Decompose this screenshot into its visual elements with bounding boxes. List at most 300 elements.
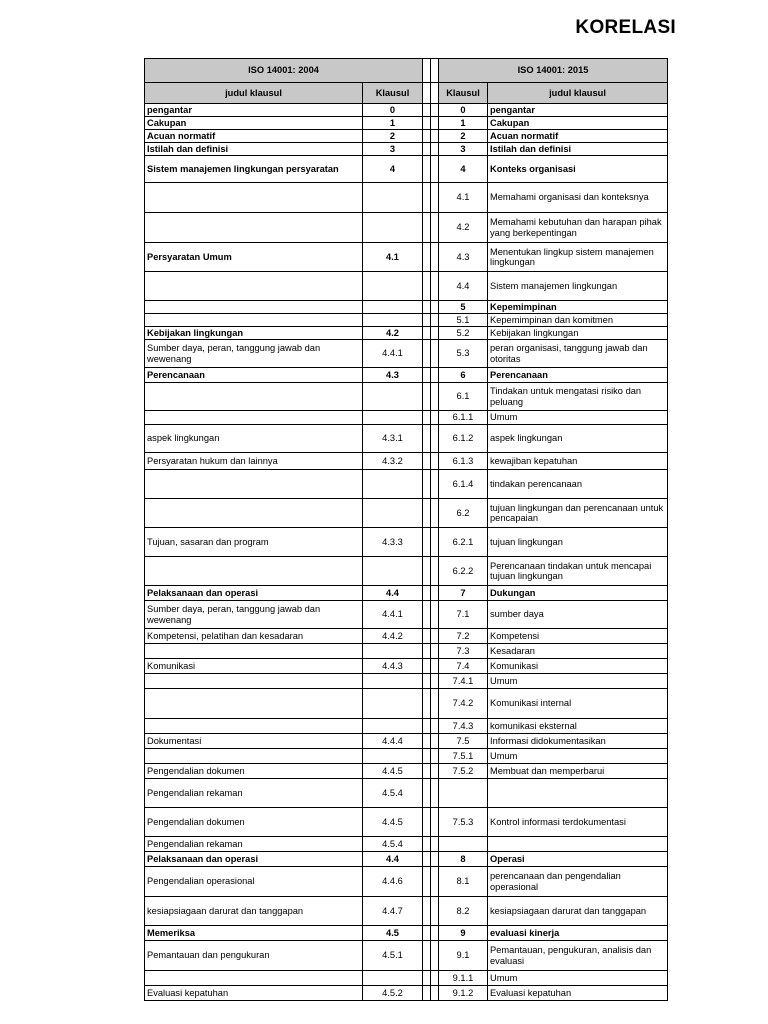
clause-2015-title: Kepemimpinan	[488, 301, 668, 314]
clause-2004-number: 4.5	[363, 926, 423, 941]
clause-2015-number: 5	[439, 301, 488, 314]
clause-2015-title: Memahami organisasi dan konteksnya	[488, 183, 668, 213]
clause-2015-number: 6.1.2	[439, 425, 488, 453]
clause-2004-title: Tujuan, sasaran dan program	[145, 528, 363, 557]
column-gap	[423, 528, 431, 557]
table-row	[145, 143, 668, 156]
clause-2004-number: 4.4	[363, 852, 423, 867]
clause-2015-title: Informasi didokumentasikan	[488, 734, 668, 749]
clause-2015-title: tujuan lingkungan dan perencanaan untuk pencapaian	[488, 499, 668, 528]
clause-2015-title: sumber daya	[488, 601, 668, 629]
column-gap	[423, 453, 431, 470]
clause-2004-title: Kebijakan lingkungan	[145, 327, 363, 340]
clause-2004-title	[145, 411, 363, 425]
clause-2015-title: perencanaan dan pengendalian operasional	[488, 867, 668, 897]
table-row	[145, 368, 668, 383]
column-gap	[423, 425, 431, 453]
clause-2004-number: 2	[363, 130, 423, 143]
column-gap	[423, 659, 431, 674]
clause-2004-number: 4.3	[363, 368, 423, 383]
clause-2015-title: Komunikasi	[488, 659, 668, 674]
clause-2004-number: 4.5.2	[363, 986, 423, 1001]
column-gap	[423, 764, 431, 779]
column-gap	[423, 383, 431, 411]
clause-2015-number: 6.1.1	[439, 411, 488, 425]
table-row	[145, 557, 668, 586]
table-row	[145, 897, 668, 926]
clause-2015-title: Evaluasi kepatuhan	[488, 986, 668, 1001]
column-gap	[423, 104, 431, 117]
clause-2004-number	[363, 314, 423, 327]
table-row	[145, 470, 668, 499]
clause-2015-number: 7.1	[439, 601, 488, 629]
table-row	[145, 340, 668, 368]
clause-2015-title: Umum	[488, 411, 668, 425]
clause-2004-number: 4.5.1	[363, 941, 423, 971]
column-gap	[431, 499, 439, 528]
column-gap	[431, 971, 439, 986]
column-gap	[423, 674, 431, 689]
column-gap	[431, 83, 439, 104]
column-gap	[423, 156, 431, 183]
clause-2004-title	[145, 674, 363, 689]
clause-2004-number	[363, 383, 423, 411]
table-row	[145, 867, 668, 897]
column-gap	[423, 314, 431, 327]
clause-2004-title	[145, 499, 363, 528]
clause-2015-title: Operasi	[488, 852, 668, 867]
table-row	[145, 117, 668, 130]
column-gap	[423, 213, 431, 243]
clause-2004-number	[363, 719, 423, 734]
table-row	[145, 499, 668, 528]
clause-2004-number: 4.3.1	[363, 425, 423, 453]
table-row	[145, 689, 668, 719]
column-gap	[431, 674, 439, 689]
clause-2015-title: Acuan normatif	[488, 130, 668, 143]
table-row	[145, 183, 668, 213]
column-gap	[423, 837, 431, 852]
clause-2015-number	[439, 837, 488, 852]
column-gap	[431, 156, 439, 183]
clause-2004-title: Acuan normatif	[145, 130, 363, 143]
page-title: KORELASI	[575, 17, 676, 38]
column-gap	[431, 941, 439, 971]
clause-2004-number	[363, 674, 423, 689]
column-gap	[431, 867, 439, 897]
clause-2015-title	[488, 779, 668, 808]
clause-2015-title: Tindakan untuk mengatasi risiko dan peluang	[488, 383, 668, 411]
column-gap	[423, 143, 431, 156]
clause-2004-title: kesiapsiagaan darurat dan tanggapan	[145, 897, 363, 926]
column-gap	[423, 301, 431, 314]
clause-2004-title	[145, 301, 363, 314]
clause-2004-number: 4.3.2	[363, 453, 423, 470]
clause-2004-number	[363, 183, 423, 213]
clause-2015-number: 2	[439, 130, 488, 143]
column-gap	[431, 586, 439, 601]
clause-2015-title: Kesadaran	[488, 644, 668, 659]
column-gap	[431, 301, 439, 314]
clause-2004-title: Kompetensi, pelatihan dan kesadaran	[145, 629, 363, 644]
clause-2015-number: 8.1	[439, 867, 488, 897]
clause-2004-title: Pelaksanaan dan operasi	[145, 852, 363, 867]
clause-2015-number: 7.5.2	[439, 764, 488, 779]
column-gap	[431, 368, 439, 383]
clause-2004-title	[145, 689, 363, 719]
column-gap	[431, 383, 439, 411]
standard-2015-header: ISO 14001: 2015	[439, 59, 668, 83]
column-gap	[423, 941, 431, 971]
column-gap	[431, 644, 439, 659]
clause-2004-number: 4.4	[363, 586, 423, 601]
column-gap	[423, 808, 431, 837]
clause-2004-title	[145, 971, 363, 986]
clause-2004-number: 4.4.4	[363, 734, 423, 749]
table-row	[145, 130, 668, 143]
table-row	[145, 243, 668, 272]
table-row	[145, 971, 668, 986]
column-gap	[431, 327, 439, 340]
column-gap	[431, 986, 439, 1001]
column-gap	[431, 897, 439, 926]
clause-2004-title: Cakupan	[145, 117, 363, 130]
right-clause-column-header: Klausul	[439, 83, 488, 104]
clause-2004-title: Sumber daya, peran, tanggung jawab dan wewenang	[145, 340, 363, 368]
column-gap	[431, 852, 439, 867]
column-gap	[423, 986, 431, 1001]
column-gap	[423, 749, 431, 764]
clause-2015-title: Memahami kebutuhan dan harapan pihak yang berkepentingan	[488, 213, 668, 243]
column-gap	[423, 499, 431, 528]
clause-2004-number: 4.4.5	[363, 764, 423, 779]
column-gap	[431, 629, 439, 644]
right-title-column-header: judul klausul	[488, 83, 668, 104]
clause-2015-title: Perencanaan	[488, 368, 668, 383]
clause-2004-number: 4.4.1	[363, 601, 423, 629]
clause-2015-number: 7.3	[439, 644, 488, 659]
left-clause-column-header: Klausul	[363, 83, 423, 104]
clause-2015-title: Kepemimpinan dan komitmen	[488, 314, 668, 327]
clause-2015-title: Kompetensi	[488, 629, 668, 644]
clause-2015-number: 6.1	[439, 383, 488, 411]
column-gap	[423, 557, 431, 586]
clause-2004-title	[145, 644, 363, 659]
clause-2015-number: 7.2	[439, 629, 488, 644]
clause-2015-title: Perencanaan tindakan untuk mencapai tujuan lingkungan	[488, 557, 668, 586]
clause-2015-number: 6.1.3	[439, 453, 488, 470]
clause-2015-title: Menentukan lingkup sistem manajemen lingkungan	[488, 243, 668, 272]
clause-2004-number	[363, 301, 423, 314]
column-gap	[431, 314, 439, 327]
column-gap	[431, 453, 439, 470]
clause-2004-title	[145, 470, 363, 499]
column-gap	[423, 897, 431, 926]
clause-2004-title	[145, 719, 363, 734]
column-gap	[423, 83, 431, 104]
clause-2015-number: 7	[439, 586, 488, 601]
clause-2004-title: Persyaratan hukum dan lainnya	[145, 453, 363, 470]
clause-2004-title: Istilah dan definisi	[145, 143, 363, 156]
clause-2015-number: 9	[439, 926, 488, 941]
clause-2004-number	[363, 644, 423, 659]
column-gap	[431, 719, 439, 734]
clause-2004-title: Sistem manajemen lingkungan persyaratan	[145, 156, 363, 183]
clause-2015-title: Pemantauan, pengukuran, analisis dan evaluasi	[488, 941, 668, 971]
column-gap	[431, 528, 439, 557]
clause-2004-title: Pengendalian rekaman	[145, 837, 363, 852]
table-row	[145, 453, 668, 470]
clause-2004-number: 4.5.4	[363, 779, 423, 808]
column-gap	[431, 213, 439, 243]
standard-2004-header: ISO 14001: 2004	[145, 59, 423, 83]
table-row	[145, 808, 668, 837]
clause-2015-title: Kontrol informasi terdokumentasi	[488, 808, 668, 837]
table-row	[145, 749, 668, 764]
clause-2004-number: 4.4.3	[363, 659, 423, 674]
clause-2015-number: 4.2	[439, 213, 488, 243]
clause-2004-title: Pelaksanaan dan operasi	[145, 586, 363, 601]
clause-2015-title: Komunikasi internal	[488, 689, 668, 719]
clause-2004-title: Persyaratan Umum	[145, 243, 363, 272]
correlation-table	[144, 58, 668, 1001]
column-gap	[431, 659, 439, 674]
clause-2004-title: Pemantauan dan pengukuran	[145, 941, 363, 971]
clause-2004-title: Pengendalian dokumen	[145, 764, 363, 779]
table-row	[145, 764, 668, 779]
clause-2004-number: 4.4.5	[363, 808, 423, 837]
column-gap	[423, 470, 431, 499]
clause-2015-number: 7.4.1	[439, 674, 488, 689]
table-row	[145, 852, 668, 867]
clause-2015-title: kesiapsiagaan darurat dan tanggapan	[488, 897, 668, 926]
column-gap	[431, 734, 439, 749]
clause-2015-title: Umum	[488, 971, 668, 986]
column-gap	[431, 926, 439, 941]
clause-2015-title: tindakan perencanaan	[488, 470, 668, 499]
column-gap	[431, 557, 439, 586]
column-gap	[431, 779, 439, 808]
table-row	[145, 719, 668, 734]
column-gap	[423, 779, 431, 808]
column-gap	[423, 644, 431, 659]
column-gap	[431, 117, 439, 130]
column-gap	[423, 719, 431, 734]
table-row	[145, 272, 668, 301]
clause-2004-number: 4.4.7	[363, 897, 423, 926]
clause-2015-title: kewajiban kepatuhan	[488, 453, 668, 470]
clause-2004-title: Pengendalian rekaman	[145, 779, 363, 808]
left-title-column-header: judul klausul	[145, 83, 363, 104]
clause-2004-title: Perencanaan	[145, 368, 363, 383]
clause-2015-title: pengantar	[488, 104, 668, 117]
clause-2015-title: Umum	[488, 674, 668, 689]
clause-2015-number: 7.4.2	[439, 689, 488, 719]
clause-2004-number	[363, 213, 423, 243]
column-gap	[423, 689, 431, 719]
clause-2004-number	[363, 749, 423, 764]
table-row	[145, 644, 668, 659]
clause-2015-title: Istilah dan definisi	[488, 143, 668, 156]
column-gap	[431, 749, 439, 764]
clause-2004-title: aspek lingkungan	[145, 425, 363, 453]
clause-2015-number: 7.5.3	[439, 808, 488, 837]
table-row	[145, 104, 668, 117]
column-gap	[423, 926, 431, 941]
clause-2004-number	[363, 499, 423, 528]
column-gap	[423, 411, 431, 425]
clause-2004-number	[363, 971, 423, 986]
clause-2015-number: 6.2	[439, 499, 488, 528]
clause-2004-title: Komunikasi	[145, 659, 363, 674]
clause-2015-number: 9.1.1	[439, 971, 488, 986]
clause-2004-number: 1	[363, 117, 423, 130]
clause-2004-number	[363, 689, 423, 719]
clause-2004-title	[145, 314, 363, 327]
table-row	[145, 425, 668, 453]
clause-2015-title: Kebijakan lingkungan	[488, 327, 668, 340]
clause-2004-title	[145, 557, 363, 586]
clause-2004-number: 4.4.1	[363, 340, 423, 368]
column-gap	[423, 327, 431, 340]
column-gap	[431, 601, 439, 629]
clause-2004-number: 4.3.3	[363, 528, 423, 557]
clause-2004-number: 0	[363, 104, 423, 117]
clause-2015-number: 4	[439, 156, 488, 183]
clause-2004-title: Evaluasi kepatuhan	[145, 986, 363, 1001]
table-row	[145, 601, 668, 629]
column-gap	[431, 272, 439, 301]
table-row	[145, 734, 668, 749]
clause-2004-number	[363, 272, 423, 301]
clause-2015-number: 4.4	[439, 272, 488, 301]
clause-2004-title: Memeriksa	[145, 926, 363, 941]
table-row	[145, 383, 668, 411]
clause-2015-number: 5.2	[439, 327, 488, 340]
clause-2015-number: 9.1	[439, 941, 488, 971]
clause-2004-number: 4.4.2	[363, 629, 423, 644]
table-row	[145, 926, 668, 941]
column-gap	[431, 104, 439, 117]
clause-2015-number: 5.3	[439, 340, 488, 368]
clause-2004-title	[145, 749, 363, 764]
column-gap	[423, 601, 431, 629]
clause-2015-number: 4.3	[439, 243, 488, 272]
clause-2015-number: 3	[439, 143, 488, 156]
clause-2015-title: komunikasi eksternal	[488, 719, 668, 734]
clause-2015-number: 0	[439, 104, 488, 117]
clause-2015-number: 4.1	[439, 183, 488, 213]
column-gap	[431, 59, 439, 83]
column-gap	[423, 243, 431, 272]
clause-2015-title: aspek lingkungan	[488, 425, 668, 453]
clause-2015-title: Cakupan	[488, 117, 668, 130]
column-gap	[423, 852, 431, 867]
clause-2015-title: tujuan lingkungan	[488, 528, 668, 557]
clause-2004-number: 4.4.6	[363, 867, 423, 897]
clause-2004-number: 3	[363, 143, 423, 156]
clause-2015-number: 5.1	[439, 314, 488, 327]
column-gap	[431, 183, 439, 213]
clause-2015-title: Sistem manajemen lingkungan	[488, 272, 668, 301]
clause-2015-number: 8.2	[439, 897, 488, 926]
column-gap	[423, 368, 431, 383]
clause-2015-number: 6.2.2	[439, 557, 488, 586]
clause-2004-number: 4.1	[363, 243, 423, 272]
table-row	[145, 411, 668, 425]
clause-2015-title: Konteks organisasi	[488, 156, 668, 183]
column-gap	[431, 837, 439, 852]
column-gap	[431, 130, 439, 143]
clause-2015-number	[439, 779, 488, 808]
clause-2015-number: 7.5	[439, 734, 488, 749]
clause-2004-title: Dokumentasi	[145, 734, 363, 749]
clause-2015-title	[488, 837, 668, 852]
clause-2004-number: 4.2	[363, 327, 423, 340]
column-gap	[431, 689, 439, 719]
column-gap	[431, 808, 439, 837]
column-gap	[431, 143, 439, 156]
clause-2015-number: 6.1.4	[439, 470, 488, 499]
column-gap	[431, 340, 439, 368]
clause-2004-number	[363, 557, 423, 586]
clause-2015-number: 1	[439, 117, 488, 130]
column-gap	[423, 971, 431, 986]
column-gap	[431, 411, 439, 425]
table-row	[145, 941, 668, 971]
table-row	[145, 314, 668, 327]
clause-2015-number: 8	[439, 852, 488, 867]
clause-2004-title	[145, 383, 363, 411]
column-gap	[423, 183, 431, 213]
clause-2004-title: Pengendalian dokumen	[145, 808, 363, 837]
table-row	[145, 986, 668, 1001]
clause-2015-number: 9.1.2	[439, 986, 488, 1001]
table-row	[145, 586, 668, 601]
column-gap	[431, 425, 439, 453]
clause-2015-title: peran organisasi, tanggung jawab dan otoritas	[488, 340, 668, 368]
table-row	[145, 327, 668, 340]
table-row	[145, 837, 668, 852]
table-row	[145, 156, 668, 183]
column-gap	[423, 867, 431, 897]
column-gap	[423, 130, 431, 143]
clause-2015-number: 7.5.1	[439, 749, 488, 764]
column-gap	[423, 117, 431, 130]
column-gap	[431, 470, 439, 499]
column-gap	[423, 586, 431, 601]
table-row	[145, 659, 668, 674]
column-gap	[431, 243, 439, 272]
clause-2015-number: 6	[439, 368, 488, 383]
clause-2015-title: Umum	[488, 749, 668, 764]
clause-2004-number	[363, 470, 423, 499]
column-gap	[423, 59, 431, 83]
clause-2004-number: 4	[363, 156, 423, 183]
table-row	[145, 213, 668, 243]
clause-2004-title: Pengendalian operasional	[145, 867, 363, 897]
clause-2004-title: pengantar	[145, 104, 363, 117]
column-gap	[423, 272, 431, 301]
clause-2004-title	[145, 213, 363, 243]
clause-2015-title: Membuat dan memperbarui	[488, 764, 668, 779]
column-gap	[431, 764, 439, 779]
table-row	[145, 779, 668, 808]
clause-2004-number	[363, 411, 423, 425]
clause-2004-title	[145, 272, 363, 301]
clause-2015-title: evaluasi kinerja	[488, 926, 668, 941]
clause-2015-number: 7.4.3	[439, 719, 488, 734]
